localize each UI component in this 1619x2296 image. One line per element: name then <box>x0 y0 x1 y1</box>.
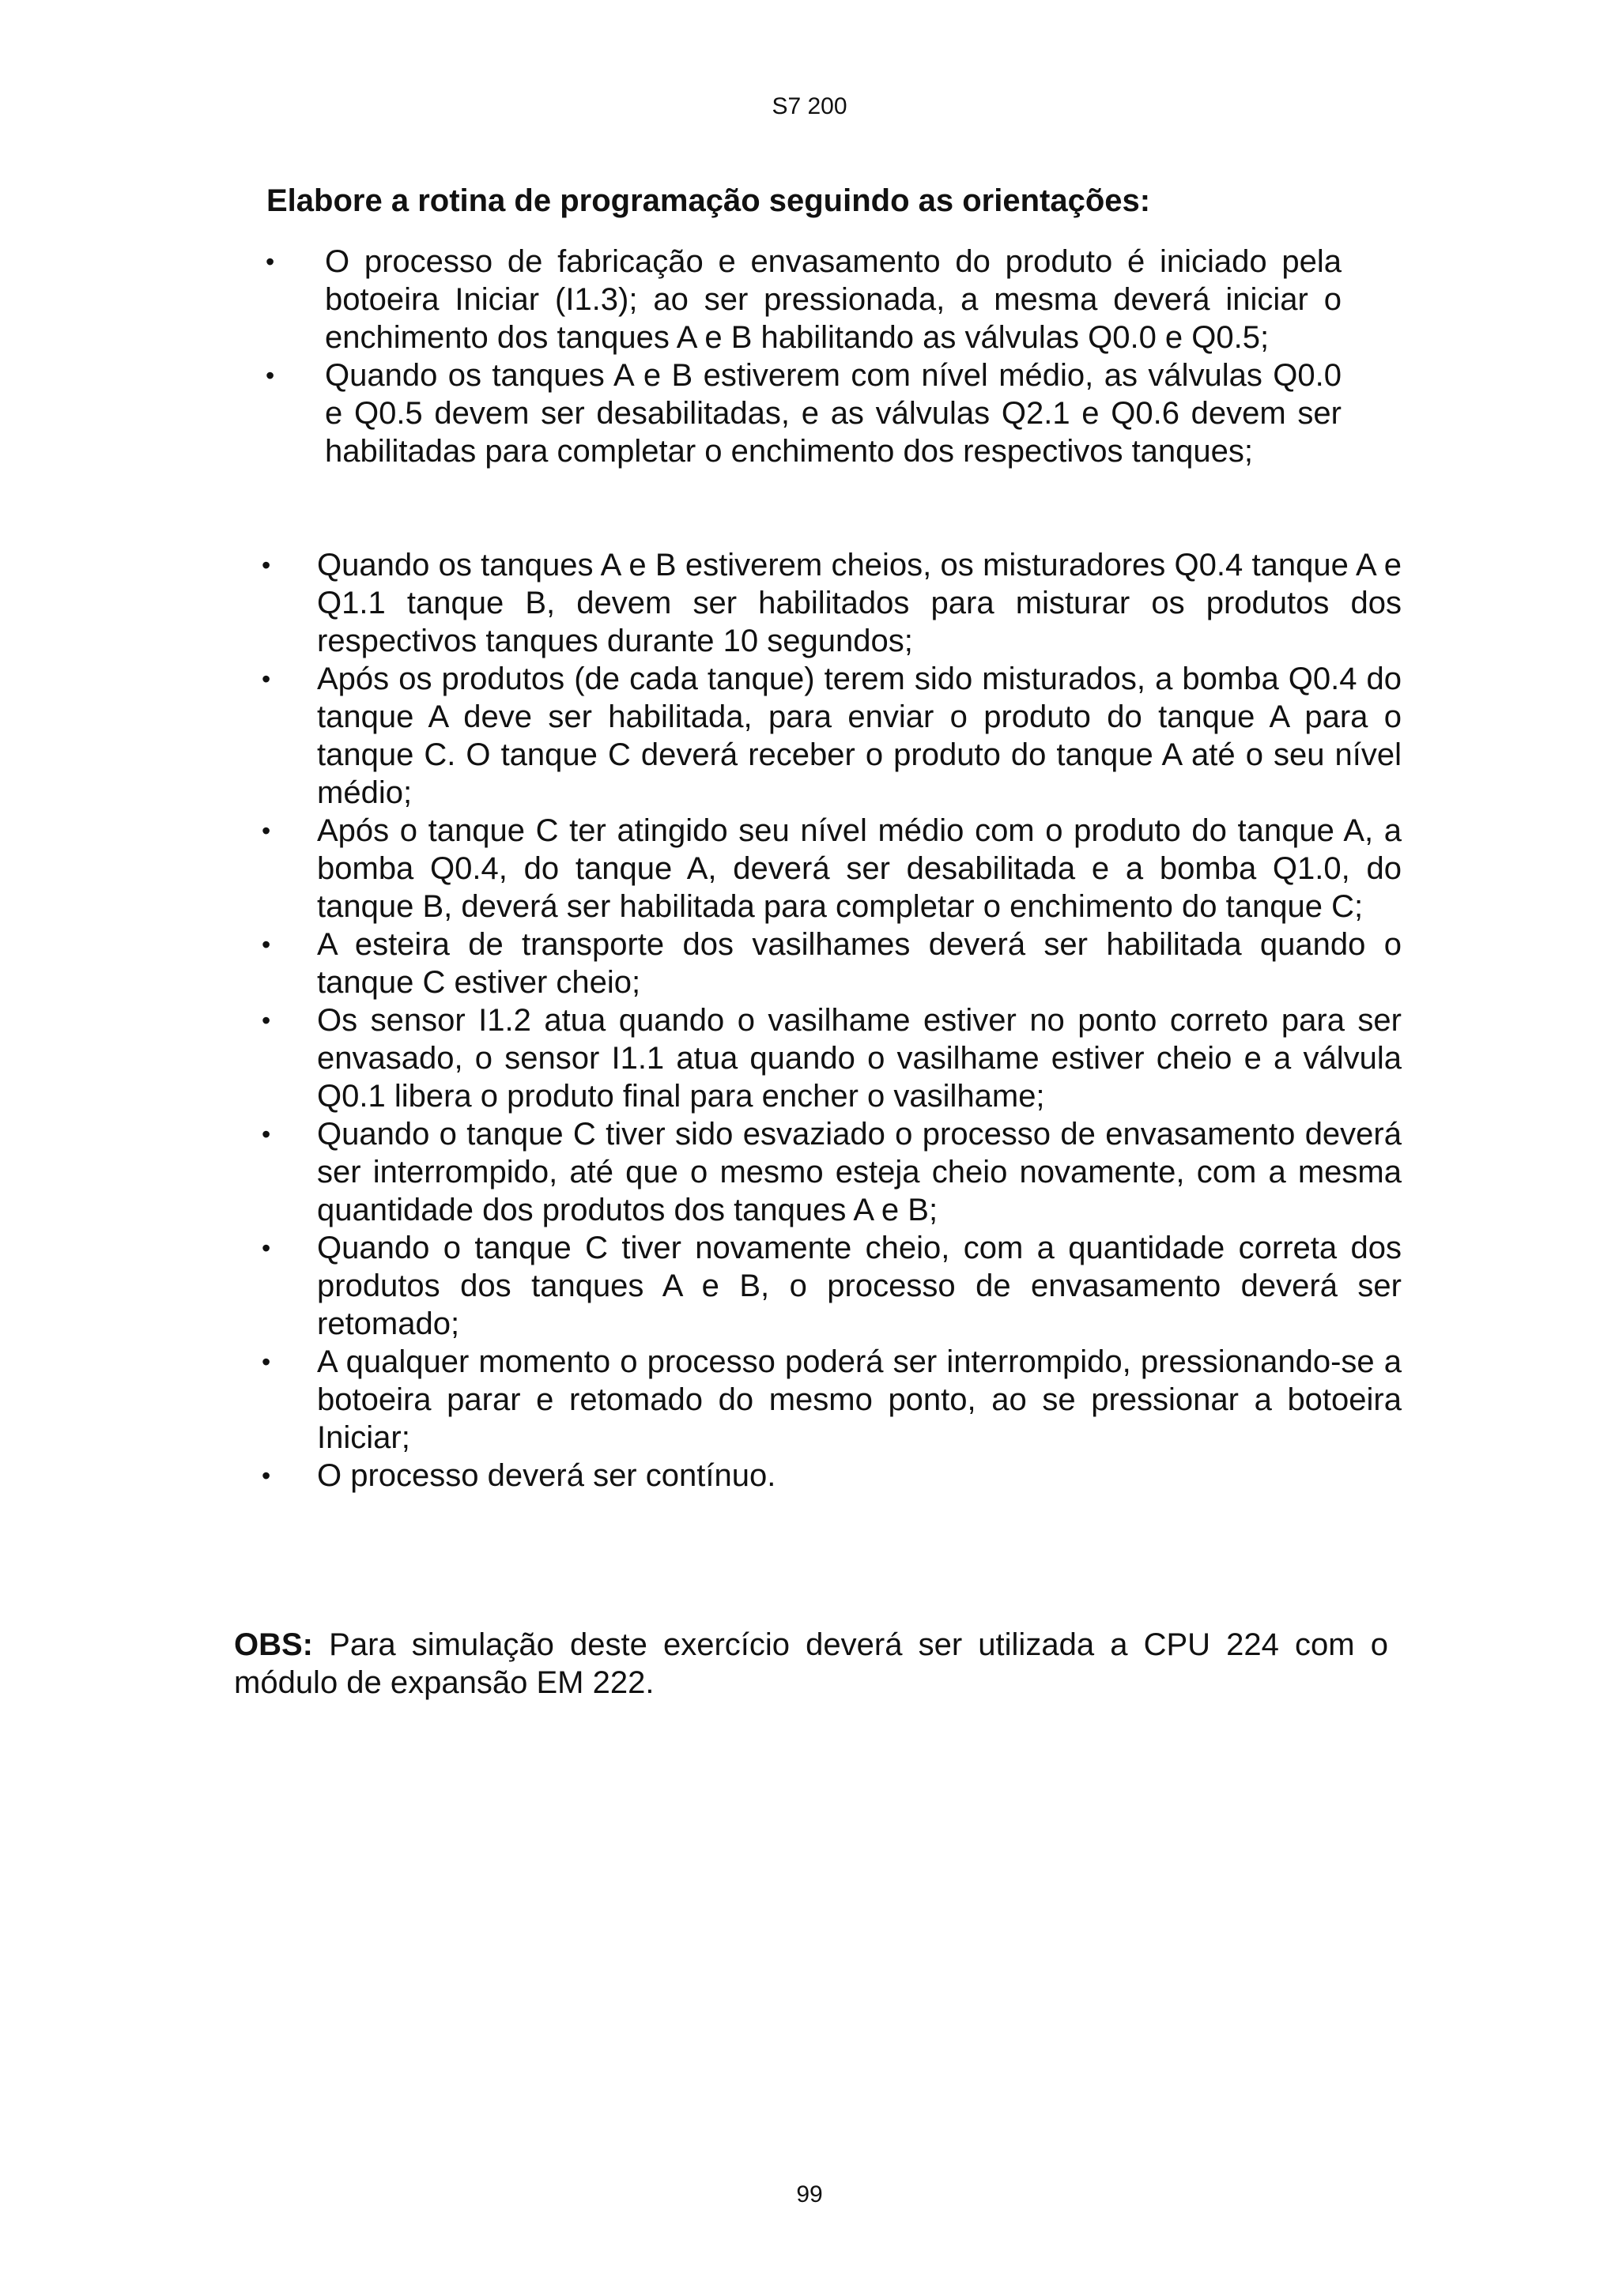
list-item-text: Quando os tanques A e B estiverem cheios, os misturadores Q0.4 tanque A e Q1.1 tanque B, devem ser habilitados para misturar os produtos dos respectivos tanques durante 10 segundos; <box>317 548 1402 658</box>
bullet-icon: • <box>262 816 271 845</box>
list-item <box>262 1001 1402 1115</box>
list-item-text: A qualquer momento o processo poderá ser interrompido, pressionando-se a botoeira parar e retomado do mesmo ponto, ao se pressionar a botoeira Iniciar; <box>317 1344 1402 1455</box>
bullet-icon: • <box>262 1120 271 1148</box>
list-item-text: Os sensor I1.2 atua quando o vasilhame estiver no ponto correto para ser envasado, o sensor I1.1 atua quando o vasilhame estiver cheio e a válvula Q0.1 libera o produto final para encher o vasilhame; <box>317 1003 1402 1114</box>
list-item-text: O processo deverá ser contínuo. <box>317 1458 776 1493</box>
list-item <box>262 1115 1402 1229</box>
list-item-text: O processo de fabricação e envasamento do produto é iniciado pela botoeira Iniciar (I1.3); ao ser pressionada, a mesma deverá iniciar o enchimento dos tanques A e B habilitando as válvulas Q0.0 e Q0.5; <box>325 244 1342 355</box>
observation-label: OBS: <box>234 1627 313 1662</box>
list-item <box>266 356 1342 470</box>
list-item-text: Quando os tanques A e B estiverem com nível médio, as válvulas Q0.0 e Q0.5 devem ser desabilitadas, e as válvulas Q2.1 e Q0.6 devem ser habilitadas para completar o enchimento dos respectivos tanques; <box>325 358 1342 469</box>
list-item <box>262 1343 1402 1457</box>
list-item <box>262 660 1402 812</box>
bullet-icon: • <box>262 1461 271 1490</box>
bullet-icon: • <box>262 1006 271 1035</box>
page-number: 99 <box>796 2181 823 2207</box>
instructions-heading: Elabore a rotina de programação seguindo as orientações: <box>266 183 1151 218</box>
bullet-icon: • <box>262 1348 271 1376</box>
bullet-icon: • <box>262 1234 271 1262</box>
instructions-list-part-1 <box>266 243 1342 470</box>
list-item-text: Quando o tanque C tiver sido esvaziado o processo de envasamento deverá ser interrompido, até que o mesmo esteja cheio novamente, com a mesma quantidade dos produtos dos tanques A e B; <box>317 1117 1402 1227</box>
list-item <box>262 926 1402 1001</box>
list-item <box>266 243 1342 356</box>
list-item-text: Após o tanque C ter atingido seu nível médio com o produto do tanque A, a bomba Q0.4, do tanque A, deverá ser desabilitada e a bomba Q1.0, do tanque B, deverá ser habilitada para completar o enchimento do tanque C; <box>317 813 1402 924</box>
list-item-text: Quando o tanque C tiver novamente cheio, com a quantidade correta dos produtos dos tanques A e B, o processo de envasamento deverá ser retomado; <box>317 1231 1402 1341</box>
list-item-text: A esteira de transporte dos vasilhames deverá ser habilitada quando o tanque C estiver cheio; <box>317 927 1402 1000</box>
list-item <box>262 1457 1402 1495</box>
list-item-text: Após os produtos (de cada tanque) terem sido misturados, a bomba Q0.4 do tanque A deve ser habilitada, para enviar o produto do tanque A para o tanque C. O tanque C deverá receber o produto do tanque A até o seu nível médio; <box>317 662 1402 810</box>
list-item <box>262 546 1402 660</box>
list-item <box>262 1229 1402 1343</box>
page-header: S7 200 <box>772 93 847 119</box>
bullet-icon: • <box>266 361 275 390</box>
bullet-icon: • <box>262 551 271 579</box>
observation-note <box>234 1626 1388 1702</box>
observation-text: Para simulação deste exercício deverá ser utilizada a CPU 224 com o módulo de expansão EM 222. <box>234 1627 1388 1700</box>
instructions-list-part-2 <box>262 546 1402 1495</box>
bullet-icon: • <box>262 930 271 959</box>
bullet-icon: • <box>266 247 275 276</box>
bullet-icon: • <box>262 665 271 693</box>
list-item <box>262 812 1402 926</box>
